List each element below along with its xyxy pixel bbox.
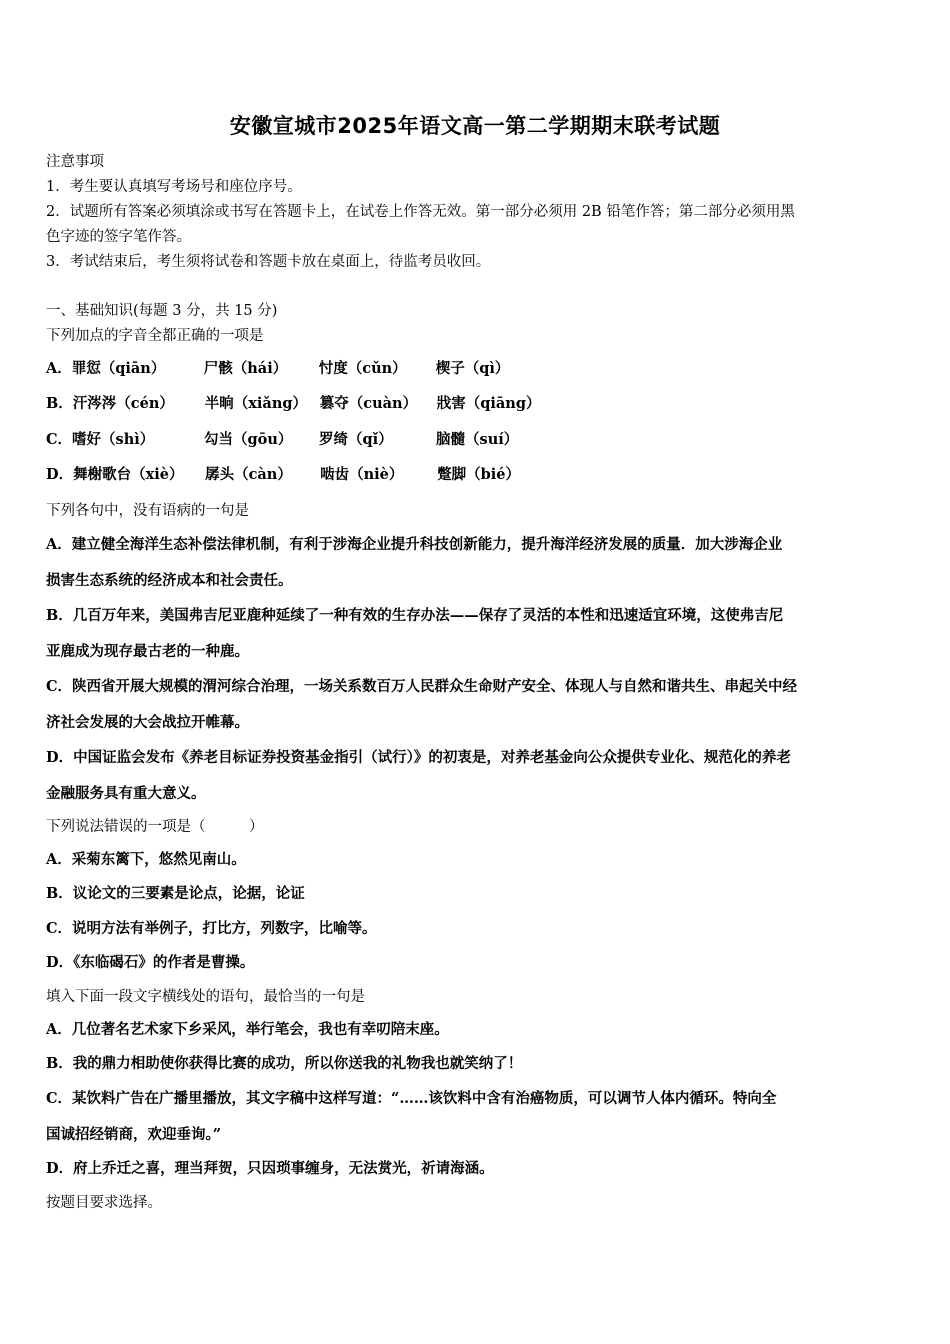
question-stem: 按题目要求选择。 — [46, 1195, 162, 1211]
option-line: 亚鹿成为现存最古老的一种鹿。 — [46, 643, 249, 660]
option-label: D． — [46, 466, 74, 483]
question-stem: 下列各句中，没有语病的一句是 — [46, 503, 249, 519]
option-line: D．《东临碣石》的作者是曹操。 — [46, 954, 255, 971]
option-line: C．某饮料广告在广播里播放，其文字稿中这样写道：“……该饮料中含有治癌物质，可以调节人体内循环。特向全 — [46, 1090, 777, 1107]
option-item: 忖度（cǔn） — [318, 360, 407, 377]
option-label: A． — [46, 360, 72, 377]
question-stem: 下列说法错误的一项是（ ） — [46, 819, 264, 835]
question-stem: 下列加点的字音全都正确的一项是 — [46, 328, 264, 344]
notice-item: 2．试题所有答案必须填涂或书写在答题卡上，在试卷上作答无效。第一部分必须用 2B 铅笔作答；第二部分必须用黑 — [46, 204, 795, 220]
option-line: 金融服务具有重大意义。 — [46, 785, 206, 802]
q1-option-c — [46, 430, 518, 450]
q1-option-d — [46, 465, 520, 485]
option-item: 半晌（xiǎng） — [204, 395, 307, 412]
option-line: C．说明方法有举例子，打比方，列数字，比喻等。 — [46, 920, 377, 937]
option-line: 国诚招经销商，欢迎垂询。” — [46, 1126, 222, 1143]
option-line: A．采菊东篱下，悠然见南山。 — [46, 851, 246, 868]
notice-item: 3．考试结束后，考生须将试卷和答题卡放在桌面上，待监考员收回。 — [46, 254, 491, 270]
q1-option-b — [46, 394, 541, 414]
option-item: 嗜好（shì） — [72, 431, 155, 448]
q1-option-a — [46, 359, 509, 379]
notice-item: 1．考生要认真填写考场号和座位序号。 — [46, 179, 302, 195]
option-line: 损害生态系统的经济成本和社会责任。 — [46, 572, 293, 589]
option-line: B．我的鼎力相助使你获得比赛的成功，所以你送我的礼物我也就笑纳了！ — [46, 1055, 523, 1072]
option-item: 舞榭歌台（xiè） — [73, 466, 184, 483]
option-item: 篡夺（cuàn） — [319, 395, 418, 412]
option-line: D．中国证监会发布《养老目标证券投资基金指引（试行）》的初衷是，对养老基金向公众提供专业化、规范化的养老 — [46, 749, 791, 766]
option-item: 尸骸（hái） — [203, 360, 288, 377]
exam-title: 安徽宣城市2025年语文高一第二学期期末联考试题 — [229, 114, 721, 138]
option-item: 蹩脚（bié） — [437, 466, 520, 483]
option-line: C．陕西省开展大规模的渭河综合治理，一场关系数百万人民群众生命财产安全、体现人与自然和谐共生、串起关中经 — [46, 678, 798, 695]
option-item: 脑髓（suí） — [436, 431, 519, 448]
notice-heading: 注意事项 — [46, 154, 104, 170]
option-item: 楔子（qì） — [435, 360, 510, 377]
option-item: 孱头（càn） — [205, 466, 292, 483]
option-item: 汗涔涔（cén） — [72, 395, 174, 412]
question-stem: 填入下面一段文字横线处的语句，最恰当的一句是 — [46, 989, 365, 1005]
option-item: 罗绮（qǐ） — [319, 431, 393, 448]
option-item: 啮齿（niè） — [320, 466, 404, 483]
option-item: 罪愆（qiān） — [71, 360, 166, 377]
notice-item: 色字迹的签字笔作答。 — [46, 229, 191, 245]
option-item: 勾当（gōu） — [204, 431, 293, 448]
option-label: C． — [46, 431, 73, 448]
option-item: 戕害（qiāng） — [436, 395, 541, 412]
option-label: B． — [46, 395, 73, 412]
option-line: A．几位著名艺术家下乡采风，举行笔会，我也有幸叨陪末座。 — [46, 1021, 449, 1038]
option-line: B．议论文的三要素是论点，论据，论证 — [46, 885, 305, 902]
section-heading: 一、基础知识(每题 3 分，共 15 分) — [46, 303, 278, 319]
option-line: 济社会发展的大会战拉开帷幕。 — [46, 714, 249, 731]
option-line: B．几百万年来，美国弗吉尼亚鹿种延续了一种有效的生存办法——保存了灵活的本性和迅速适宜环境，这使弗吉尼 — [46, 607, 784, 624]
option-line: A．建立健全海洋生态补偿法律机制，有利于涉海企业提升科技创新能力，提升海洋经济发展的质量．加大涉海企业 — [46, 536, 783, 553]
option-line: D．府上乔迁之喜，理当拜贺，只因琐事缠身，无法赏光，祈请海涵。 — [46, 1160, 494, 1177]
